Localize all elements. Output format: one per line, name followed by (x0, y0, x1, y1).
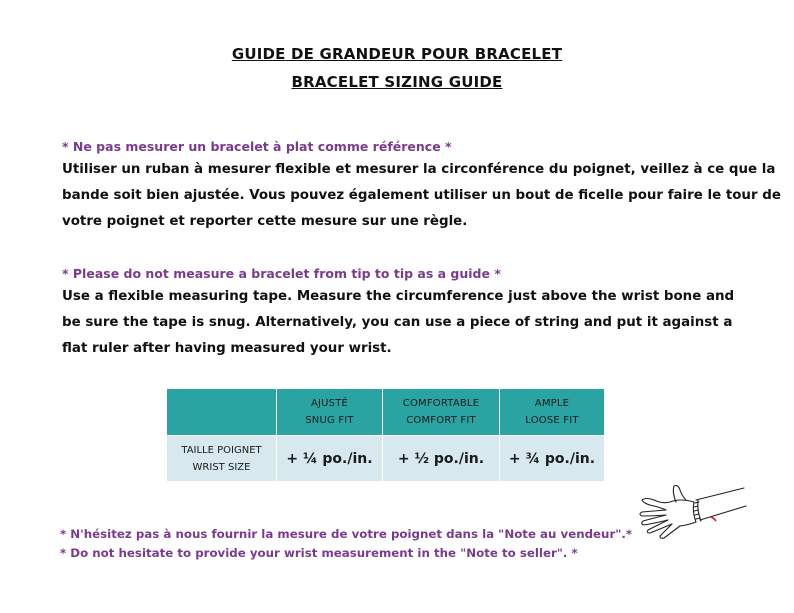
hand-measuring-wrist-icon (636, 480, 748, 560)
table-row (167, 436, 605, 482)
snug-fit-value: + ¼ po./in. (277, 436, 383, 482)
header-snug-fit (277, 389, 383, 436)
english-instructions (62, 284, 734, 362)
loose-fit-value: + ¾ po./in. (500, 436, 605, 482)
comfort-fit-value: + ½ po./in. (383, 436, 500, 482)
french-warning-note: * Ne pas mesurer un bracelet à plat comme référence * (62, 139, 452, 154)
french-instructions (62, 157, 781, 235)
header-loose-fit (500, 389, 605, 436)
header-comfort-fit (383, 389, 500, 436)
header-comfort-en: COMFORT FIT (406, 415, 476, 426)
header-snug-en: SNUG FIT (305, 415, 354, 426)
wrist-size-en: WRIST SIZE (192, 461, 251, 473)
header-snug-fr: AJUSTÉ (310, 398, 349, 409)
wrist-size-label (167, 436, 277, 482)
french-line-1: Utiliser un ruban à mesurer flexible et mesurer la circonférence du poignet, veillez à ce que la (62, 162, 776, 177)
english-line-3: flat ruler after having measured your wrist. (62, 341, 392, 356)
sizing-table (166, 388, 605, 482)
title-english: BRACELET SIZING GUIDE (291, 73, 503, 91)
header-comfort-fr: COMFORTABLE (402, 398, 480, 409)
footer-note-french: * N'hésitez pas à nous fournir la mesure de votre poignet dans la "Note au vendeur".* (60, 527, 633, 541)
french-line-2: bande soit bien ajustée. Vous pouvez également utiliser un bout de ficelle pour faire le tour de (62, 188, 781, 203)
table-header-row (167, 389, 605, 436)
header-loose-en: LOOSE FIT (525, 415, 579, 426)
footer-note-english: * Do not hesitate to provide your wrist measurement in the "Note to seller". * (60, 546, 578, 560)
french-line-3: votre poignet et reporter cette mesure sur une règle. (62, 214, 468, 229)
header-loose-fr: AMPLE (534, 398, 570, 409)
title-french: GUIDE DE GRANDEUR POUR BRACELET (231, 45, 563, 63)
wrist-size-fr: TAILLE POIGNET (181, 444, 262, 456)
header-empty-cell (167, 389, 277, 436)
english-warning-note: * Please do not measure a bracelet from tip to tip as a guide * (62, 266, 501, 281)
english-line-1: Use a flexible measuring tape. Measure the circumference just above the wrist bone and (62, 289, 735, 304)
measurement-mark-icon (711, 517, 716, 521)
english-line-2: be sure the tape is snug. Alternatively, you can use a piece of string and put it against a (62, 315, 733, 330)
